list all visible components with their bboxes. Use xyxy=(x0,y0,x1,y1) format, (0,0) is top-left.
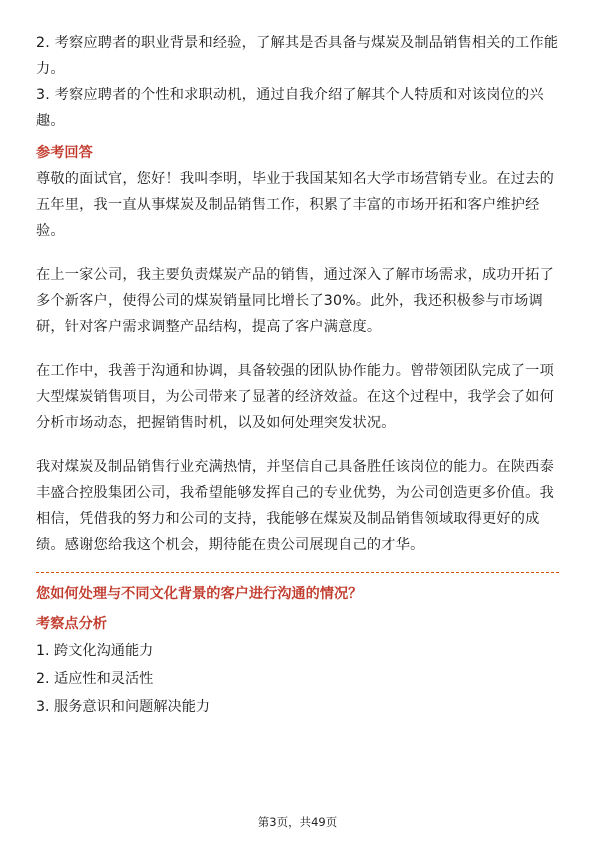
analysis-item: 2. 适应性和灵活性 xyxy=(36,671,154,687)
section-divider xyxy=(36,572,559,573)
answer-paragraph: 在工作中，我善于沟通和协调，具备较强的团队协作能力。曾带领团队完成了一项大型煤炭销售项目，为公司带来了显著的经济效益。在这个过程中，我学会了如何分析市场动态，把握销售时机，以及如何处理突发状况。 xyxy=(36,363,554,431)
analysis-heading: 考察点分析 xyxy=(36,616,107,632)
intro-item: 3. 考察应聘者的个性和求职动机，通过自我介绍了解其个人特质和对该岗位的兴趣。 xyxy=(36,87,544,129)
reference-answer-heading: 参考回答 xyxy=(36,145,93,161)
intro-item: 2. 考察应聘者的职业背景和经验，了解其是否具备与煤炭及制品销售相关的工作能力。 xyxy=(36,35,559,77)
answer-paragraph: 我对煤炭及制品销售行业充满热情，并坚信自己具备胜任该岗位的能力。在陕西泰丰盛合控股集团公司，我希望能够发挥自己的专业优势，为公司创造更多价值。我相信，凭借我的努力和公司的支持，我能够在煤炭及制品销售领域取得更好的成绩。感谢您给我这个机会，期待能在贵公司展现自己的才华。 xyxy=(36,459,554,553)
question-heading: 您如何处理与不同文化背景的客户进行沟通的情况？ xyxy=(36,586,363,602)
analysis-item: 1. 跨文化沟通能力 xyxy=(36,643,154,659)
analysis-item: 3. 服务意识和问题解决能力 xyxy=(36,699,211,715)
answer-paragraph: 在上一家公司，我主要负责煤炭产品的销售，通过深入了解市场需求，成功开拓了多个新客户，使得公司的煤炭销量同比增长了30%。此外，我还积极参与市场调研，针对客户需求调整产品结构，提高了客户满意度。 xyxy=(36,267,554,335)
answer-paragraph: 尊敬的面试官，您好！我叫李明，毕业于我国某知名大学市场营销专业。在过去的五年里，我一直从事煤炭及制品销售工作，积累了丰富的市场开拓和客户维护经验。 xyxy=(36,171,554,239)
page-footer: 第3页，共49页 xyxy=(257,815,338,829)
page-content xyxy=(36,30,559,721)
